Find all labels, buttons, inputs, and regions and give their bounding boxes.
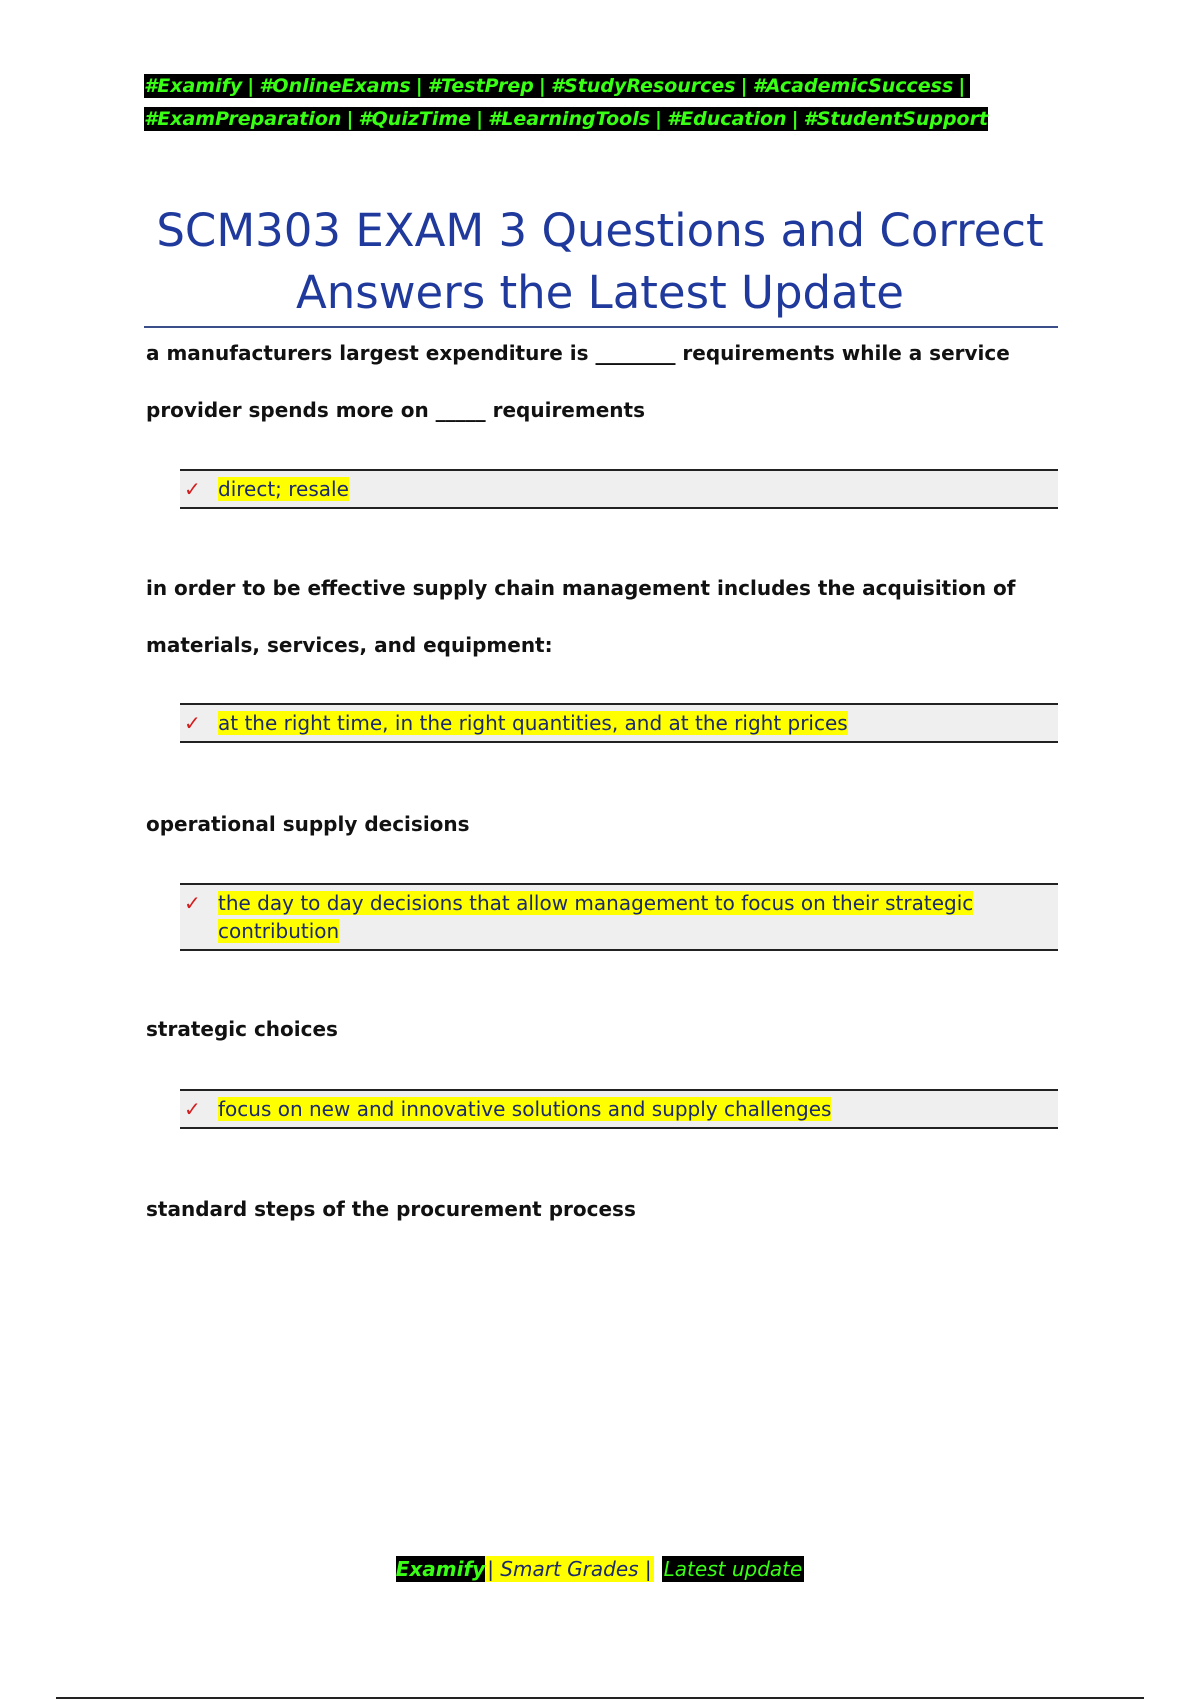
hashtag: #LearningTools — [488, 108, 651, 130]
hashtag: #ExamPreparation — [144, 108, 342, 130]
question-line: provider spends more on _____ requirements — [146, 398, 645, 422]
hashtag-banner — [144, 70, 1056, 136]
checkmark-icon: ✓ — [184, 711, 201, 735]
page-bottom-divider — [56, 1697, 1144, 1699]
answer-text: the day to day decisions that allow management to focus on their strategic — [218, 891, 974, 915]
document-title — [144, 200, 1056, 324]
checkmark-icon: ✓ — [184, 477, 201, 501]
question-4 — [146, 1001, 1046, 1058]
page-footer — [0, 1554, 1200, 1584]
answer-text: direct; resale — [218, 477, 349, 501]
hashtag: #AcademicSuccess — [752, 75, 954, 97]
checkmark-icon: ✓ — [184, 1097, 201, 1121]
hashtag: #StudyResources — [550, 75, 736, 97]
hashtag: #TestPrep — [427, 75, 534, 97]
footer-latest-update: Latest update — [663, 1557, 803, 1581]
question-line: operational supply decisions — [146, 812, 470, 836]
footer-tagline: | Smart Grades | — [487, 1557, 652, 1581]
hashtag: #OnlineExams — [259, 75, 411, 97]
answer-2 — [180, 703, 1058, 743]
answer-text: contribution — [218, 919, 340, 943]
question-line: standard steps of the procurement process — [146, 1197, 636, 1221]
checkmark-icon: ✓ — [184, 891, 201, 915]
question-line: materials, services, and equipment: — [146, 633, 553, 657]
footer-brand: Examify — [395, 1557, 486, 1581]
question-line: a manufacturers largest expenditure is ________ requirements while a service — [146, 341, 1010, 365]
question-5 — [146, 1181, 1046, 1238]
answer-4 — [180, 1089, 1058, 1129]
title-line-2: Answers the Latest Update — [296, 266, 904, 319]
hashtag: #Examify — [144, 75, 243, 97]
title-line-1: SCM303 EXAM 3 Questions and Correct — [156, 204, 1044, 257]
answer-1 — [180, 469, 1058, 509]
hashtag: #StudentSupport — [803, 108, 989, 130]
question-3 — [146, 796, 1046, 853]
hashtag: #Education — [666, 108, 787, 130]
question-1 — [146, 325, 1046, 439]
hashtag-line-1: #Examify | #OnlineExams | #TestPrep | #StudyResources | #AcademicSuccess | — [144, 70, 1056, 103]
answer-text: at the right time, in the right quantities, and at the right prices — [218, 711, 848, 735]
answer-text: focus on new and innovative solutions and supply challenges — [218, 1097, 832, 1121]
question-2 — [146, 560, 1046, 674]
question-line: in order to be effective supply chain management includes the acquisition of — [146, 576, 1016, 600]
question-line: strategic choices — [146, 1017, 338, 1041]
answer-3 — [180, 883, 1058, 951]
hashtag: #QuizTime — [358, 108, 472, 130]
hashtag-line-2: #ExamPreparation | #QuizTime | #LearningTools | #Education | #StudentSupport — [144, 108, 989, 130]
